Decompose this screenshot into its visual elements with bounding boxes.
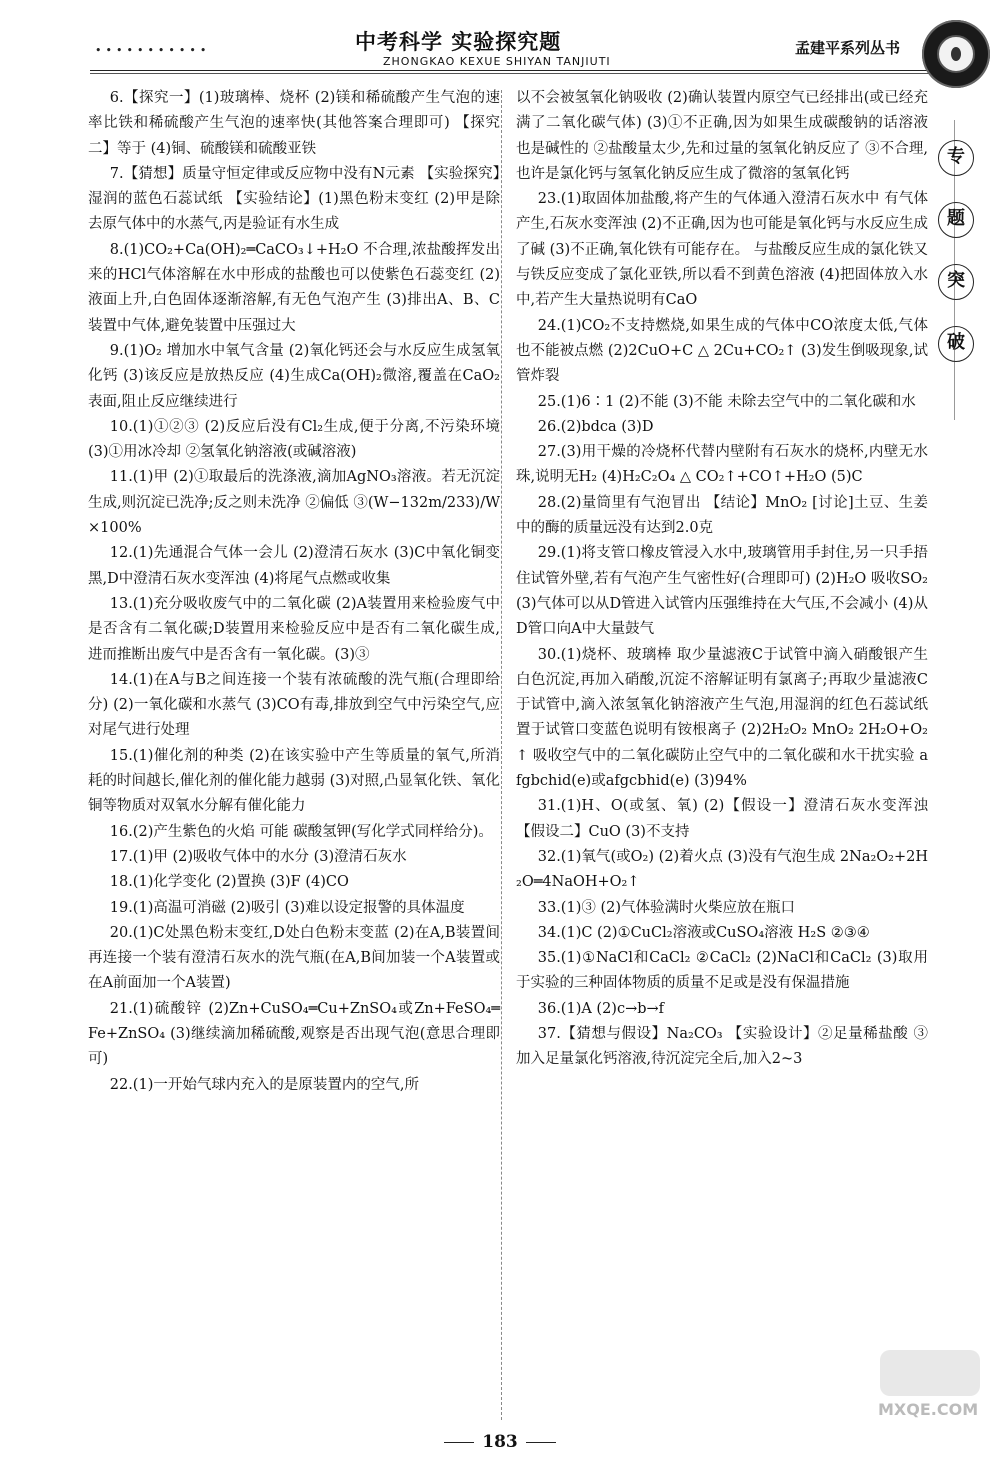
answer-item: 18.(1)化学变化 (2)置换 (3)F (4)CO (109, 874, 349, 891)
page-header (0, 0, 1000, 90)
answer-item: 21.(1)硫酸锌 (2)Zn+CuSO₄═Cu+ZnSO₄或Zn+FeSO₄═Fe+ZnSO₄ (3)继续滴加稀硫酸,观察是否出现气泡(意思合理即可) (88, 1000, 500, 1068)
answer-item: 17.(1)甲 (2)吸收气体中的水分 (3)澄清石灰水 (109, 848, 407, 865)
answer-item: 33.(1)③ (2)气体验满时火柴应放在瓶口 (537, 899, 795, 916)
answer-item: 25.(1)6∶1 (2)不能 (3)不能 未除去空气中的二氧化碳和水 (537, 393, 916, 410)
header-rule (90, 70, 930, 71)
answer-item-continued: 以不会被氢氧化钠吸收 (2)确认装置内原空气已经排出(或已经充满了二氧化碳气体) (3)①不正确,因为如果生成碳酸钠的话溶液也是碱性的 ②盐酸量太少,先和过量的氢氧化钠反应了 ③不合理,也许是氯化钙与氢氧化钠反应生成了微溶的氢氧化钙 (516, 90, 928, 182)
answer-item: 35.(1)①NaCl和CaCl₂ ②CaCl₂ (2)NaCl和CaCl₂ (3)取用于实验的三种固体物质的质量不足或是没有保温措施 (516, 950, 928, 992)
answer-item: 8.(1)CO₂+Ca(OH)₂═CaCO₃↓+H₂O 不合理,浓盐酸挥发出来的HCl气体溶解在水中形成的盐酸也可以使紫色石蕊变红 (2)液面上升,白色固体逐渐溶解,有无色气泡产生 (3)排出A、B、C装置中气体,避免装置中压强过大 (88, 241, 500, 334)
answer-item: 14.(1)在A与B之间连接一个装有浓硫酸的洗气瓶(合理即给分) (2)一氧化碳和水蒸气 (3)CO有毒,排放到空气中污染空气,应对尾气进行处理 (88, 671, 500, 739)
answer-item: 22.(1)一开始气球内充入的是原装置内的空气,所 (109, 1076, 419, 1093)
answer-item: 9.(1)O₂ 增加水中氧气含量 (2)氧化钙还会与水反应生成氢氧化钙 (3)该反应是放热反应 (4)生成Ca(OH)₂微溶,覆盖在CaO₂表面,阻止反应继续进行 (88, 342, 500, 410)
footer-dash (526, 1442, 556, 1443)
side-tab-char: 题 (938, 202, 974, 238)
series-logo-icon (922, 20, 990, 88)
answer-item: 30.(1)烧杯、玻璃棒 取少量滤液C于试管中滴入硝酸银产生白色沉淀,再加入硝酸,沉淀不溶解证明有氯离子;再取少量滤液C于试管中,滴入浓氢氧化钠溶液产生气泡,用湿润的红色石蕊试纸置于试管口变蓝色说明有铵根离子 (2)2H₂O₂ MnO₂ 2H₂O+O₂↑ 吸收空气中的二氧化碳防止空气中的二氧化碳和水干扰实验 afgbchid(e)或afgcbhid(e) (3)94% (516, 646, 928, 790)
answer-item: 11.(1)甲 (2)①取最后的洗涤液,滴加AgNO₃溶液。若无沉淀生成,则沉淀已洗净;反之则未洗净 ②偏低 ③(W−132m/233)/W×100% (88, 469, 500, 537)
answer-item: 31.(1)H、O(或氢、氧) (2)【假设一】澄清石灰水变浑浊 【假设二】CuO (3)不支持 (516, 798, 928, 840)
answer-item: 36.(1)A (2)c→b→f (537, 1000, 665, 1017)
answer-item: 27.(3)用干燥的冷烧杯代替内壁附有石灰水的烧杯,内壁无水珠,说明无H₂ (4)H₂C₂O₄ △ CO₂↑+CO↑+H₂O (5)C (516, 444, 928, 486)
answer-item: 23.(1)取固体加盐酸,将产生的气体通入澄清石灰水中 有气体产生,石灰水变浑浊 (2)不正确,因为也可能是氧化钙与水反应生成了碱 (3)不正确,氧化铁有可能存在。 与盐酸反应生成的氯化铁又与铁反应变成了氯化亚铁,所以看不到黄色溶液 (4)把固体放入水中,若产生大量热说明有CaO (516, 191, 928, 309)
answer-item: 26.(2)bdca (3)D (537, 418, 654, 435)
answer-item: 12.(1)先通混合气体一会儿 (2)澄清石灰水 (3)C中氧化铜变黑,D中澄清石灰水变浑浊 (4)将尾气点燃或收集 (88, 545, 500, 587)
answer-item: 32.(1)氧气(或O₂) (2)着火点 (3)没有气泡生成 2Na₂O₂+2H₂O═4NaOH+O₂↑ (516, 848, 928, 891)
page-footer (0, 1432, 1000, 1452)
page-number: 183 (482, 1432, 518, 1452)
side-tab-char: 专 (938, 140, 974, 176)
footer-dash (444, 1442, 474, 1443)
answer-item: 20.(1)C处黑色粉末变红,D处白色粉末变蓝 (2)在A,B装置间再连接一个装有澄清石灰水的洗气瓶(在A,B间加装一个A装置或在A前面加一个A装置) (88, 924, 500, 992)
answer-item: 6.【探究一】(1)玻璃棒、烧杯 (2)镁和稀硫酸产生气泡的速率比铁和稀硫酸产生气泡的速率快(其他答案合理即可) 【探究二】等于 (4)铜、硫酸镁和硫酸亚铁 (88, 90, 500, 157)
side-tab-char: 破 (938, 326, 974, 362)
side-tab-char: 突 (938, 264, 974, 300)
column-divider (501, 90, 502, 1420)
left-column (88, 86, 500, 1098)
right-column (516, 86, 928, 1073)
answer-item: 13.(1)充分吸收废气中的二氧化碳 (2)A装置用来检验废气中是否含有二氧化碳;D装置用来检验反应中是否有二氧化碳生成,进而推断出废气中是否含有一氧化碳。(3)③ (88, 595, 500, 663)
watermark-stamp-icon (880, 1350, 980, 1396)
answer-item: 28.(2)量筒里有气泡冒出 【结论】MnO₂ [讨论]土豆、生姜中的酶的质量远没有达到2.0克 (516, 494, 928, 537)
watermark: MXQE.COM (878, 1400, 979, 1419)
book-title: 中考科学 实验探究题 (355, 29, 562, 54)
answer-columns (88, 86, 928, 1421)
header-dots: ••••••••••• (95, 44, 211, 57)
answer-item: 24.(1)CO₂不支持燃烧,如果生成的气体中CO浓度太低,气体也不能被点燃 (2)2CuO+C △ 2Cu+CO₂↑ (3)发生倒吸现象,试管炸裂 (516, 317, 928, 385)
answer-item: 15.(1)催化剂的种类 (2)在该实验中产生等质量的氧气,所消耗的时间越长,催化剂的催化能力越弱 (3)对照,凸显氧化铁、氧化铜等物质对双氧水分解有催化能力 (88, 747, 500, 815)
answer-item: 37.【猜想与假设】Na₂CO₃ 【实验设计】②足量稀盐酸 ③加入足量氯化钙溶液,待沉淀完全后,加入2~3 (516, 1025, 928, 1068)
answer-item: 10.(1)①②③ (2)反应后没有Cl₂生成,便于分离,不污染环境 (3)①用冰冷却 ②氢氧化钠溶液(或碱溶液) (88, 418, 500, 461)
side-tab-strip (935, 140, 975, 388)
answer-item: 34.(1)C (2)①CuCl₂溶液或CuSO₄溶液 H₂S ②③④ (537, 924, 870, 941)
header-rule-thin (90, 73, 930, 74)
answer-item: 19.(1)高温可消磁 (2)吸引 (3)难以设定报警的具体温度 (109, 899, 465, 916)
answer-item: 7.【猜想】质量守恒定律或反应物中没有N元素 【实验探究】湿润的蓝色石蕊试纸 【实验结论】(1)黑色粉末变红 (2)甲是除去原气体中的水蒸气,丙是验证有水生成 (88, 165, 500, 233)
series-name: 孟建平系列丛书 (795, 39, 901, 57)
answer-item: 29.(1)将支管口橡皮管浸入水中,玻璃管用手封住,另一只手捂住试管外壁,若有气泡产生气密性好(合理即可) (2)H₂O 吸收SO₂ (3)气体可以从D管进入试管内压强维持在大气压,不会减小 (4)从D管口向A中大量鼓气 (516, 545, 928, 638)
answer-item: 16.(2)产生紫色的火焰 可能 碳酸氢钾(写化学式同样给分)。 (109, 823, 493, 840)
book-title-pinyin: ZHONGKAO KEXUE SHIYAN TANJIUTI (383, 55, 611, 68)
